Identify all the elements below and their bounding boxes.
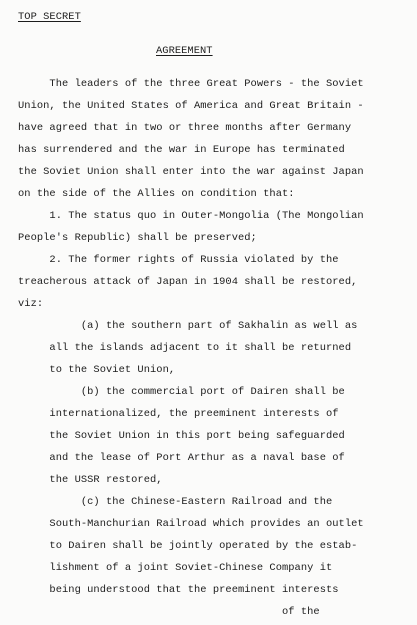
body-line-5: the Soviet Union shall enter into the war against Japan xyxy=(18,166,364,178)
document-title: AGREEMENT xyxy=(156,45,213,57)
body-line-22: to Dairen shall be jointly operated by the estab- xyxy=(18,540,358,552)
body-line-14: to the Soviet Union, xyxy=(18,364,176,376)
body-line-15: (b) the commercial port of Dairen shall be xyxy=(18,386,345,398)
classification-stamp: TOP SECRET xyxy=(18,11,81,23)
body-line-8: People's Republic) shall be preserved; xyxy=(18,232,257,244)
body-line-18: and the lease of Port Arthur as a naval base of xyxy=(18,452,345,464)
body-line-20: (c) the Chinese-Eastern Railroad and the xyxy=(18,496,333,508)
body-line-1: The leaders of the three Great Powers - the Soviet xyxy=(18,78,364,90)
body-line-17: the Soviet Union in this port being safeguarded xyxy=(18,430,345,442)
body-line-11: viz: xyxy=(18,298,44,310)
body-line-16: internationalized, the preeminent interests of xyxy=(18,408,339,420)
body-line-6: on the side of the Allies on condition that: xyxy=(18,188,295,200)
body-line-2: Union, the United States of America and Great Britain - xyxy=(18,100,364,112)
body-line-25: of the xyxy=(18,606,320,618)
body-line-3: have agreed that in two or three months after Germany xyxy=(18,122,352,134)
body-line-24: being understood that the preeminent interests xyxy=(18,584,339,596)
body-line-4: has surrendered and the war in Europe has terminated xyxy=(18,144,345,156)
body-line-10: treacherous attack of Japan in 1904 shall be restored, xyxy=(18,276,358,288)
body-line-23: lishment of a joint Soviet-Chinese Company it xyxy=(18,562,333,574)
body-line-9: 2. The former rights of Russia violated by the xyxy=(18,254,339,266)
body-line-12: (a) the southern part of Sakhalin as well as xyxy=(18,320,358,332)
body-line-13: all the islands adjacent to it shall be returned xyxy=(18,342,352,354)
body-line-7: 1. The status quo in Outer-Mongolia (The Mongolian xyxy=(18,210,364,222)
body-line-19: the USSR restored, xyxy=(18,474,163,486)
body-line-21: South-Manchurian Railroad which provides an outlet xyxy=(18,518,364,530)
